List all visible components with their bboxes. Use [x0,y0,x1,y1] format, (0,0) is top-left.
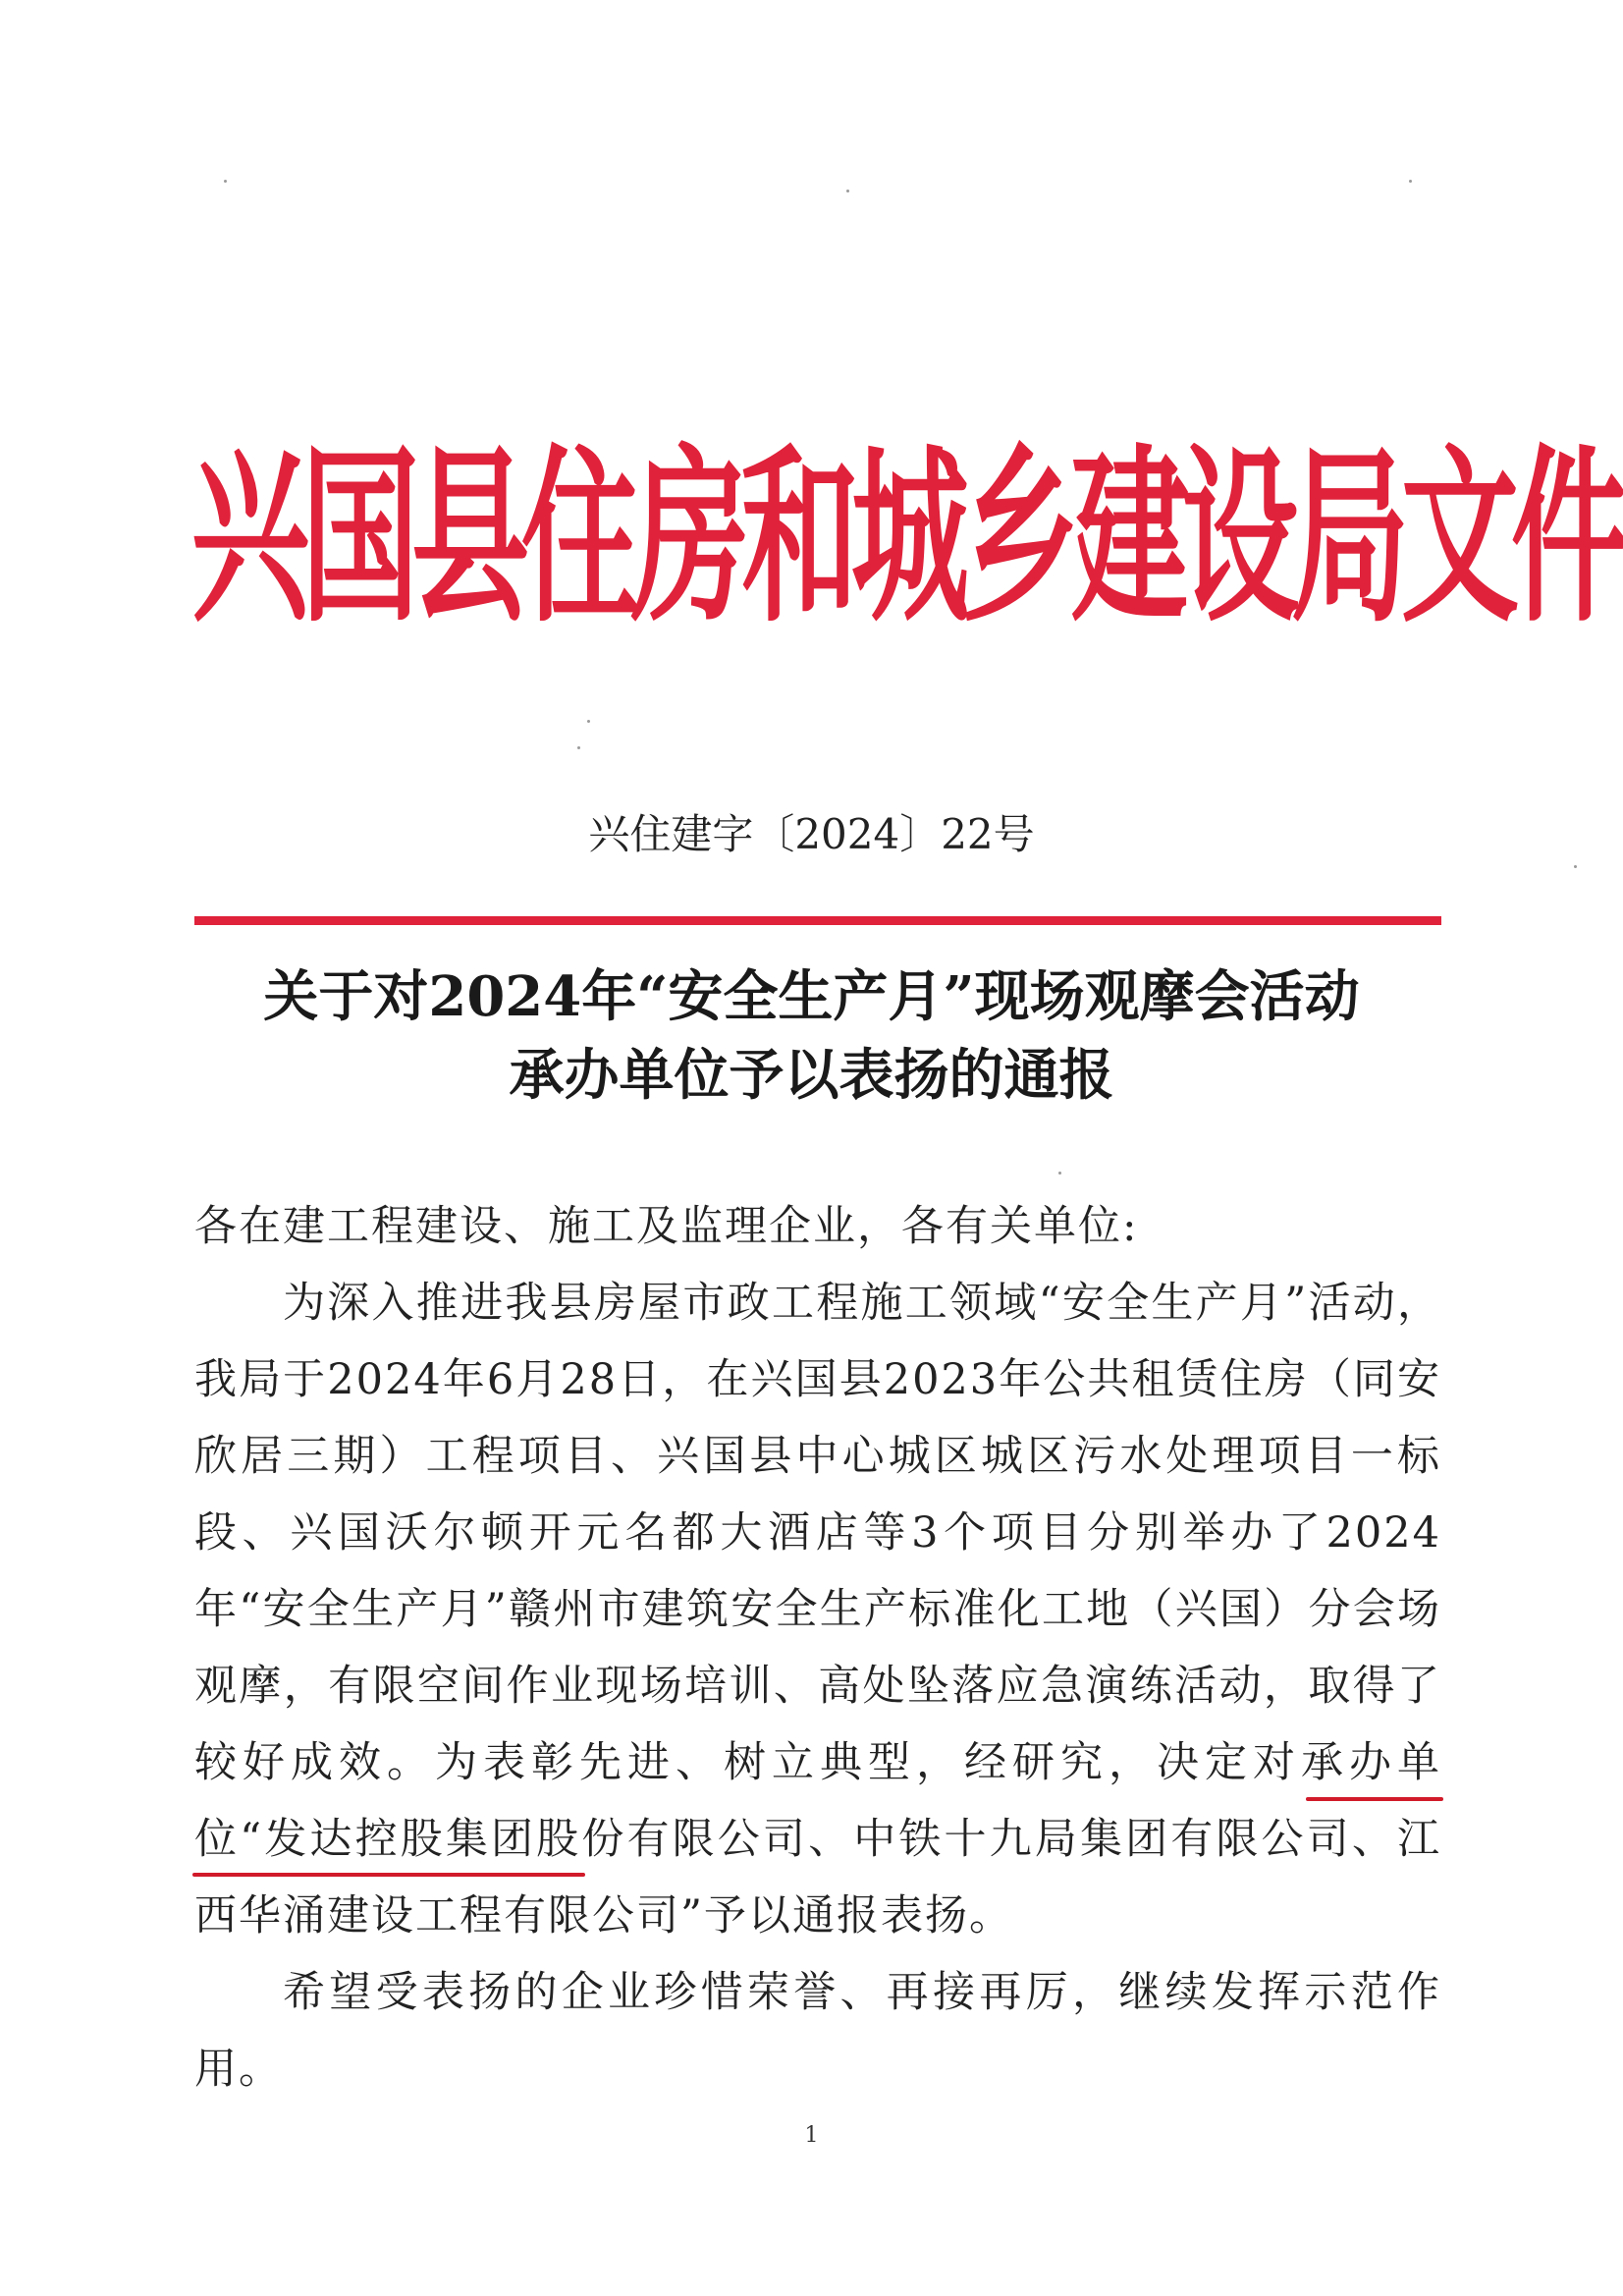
document-number: 兴住建字〔2024〕22号 [588,810,1035,858]
scan-speck [1574,865,1577,868]
body-paragraph-2: 希望受表扬的企业珍惜荣誉、再接再厉，继续发挥示范作用。 [194,1968,1441,2094]
red-pen-underline-1 [1306,1797,1443,1801]
scan-speck [577,746,580,749]
notice-title-line-2: 承办单位予以表扬的通报 [509,1043,1114,1108]
red-pen-underline-2 [192,1873,585,1877]
notice-body [194,1188,1441,2107]
page-number: 1 [804,2123,819,2148]
notice-title-line-1: 关于对2024年“安全生产月”现场观摩会活动 [263,964,1360,1029]
scan-speck [846,190,849,192]
scan-speck [224,180,227,183]
salutation: 各在建工程建设、施工及监理企业，各有关单位: [194,1202,1139,1251]
notice-title [147,957,1476,1115]
masthead-title: 兴国县住房和城乡建设局文件 [191,430,1621,649]
scan-speck [587,720,590,723]
scan-speck [1058,1172,1061,1175]
body-paragraph-1: 为深入推进我县房屋市政工程施工领域“安全生产月”活动，我局于2024年6月28日，在兴国县2023年公共租赁住房（同安欣居三期）工程项目、兴国县中心城区城区污水处理项目一标段、兴国沃尔顿开元名都大酒店等3个项目分别举办了2024年“安全生产月”赣州市建筑安全生产标准化工地（兴国）分会场观摩，有限空间作业现场培训、高处坠落应急演练活动，取得了较好成效。为表彰先进、树立典型，经研究，决定对承办单位“发达控股集团股份有限公司、中铁十九局集团有限公司、江西华涌建设工程有限公司”予以通报表扬。 [194,1279,1441,1941]
red-divider-line [194,916,1441,925]
scan-speck [1409,180,1412,183]
